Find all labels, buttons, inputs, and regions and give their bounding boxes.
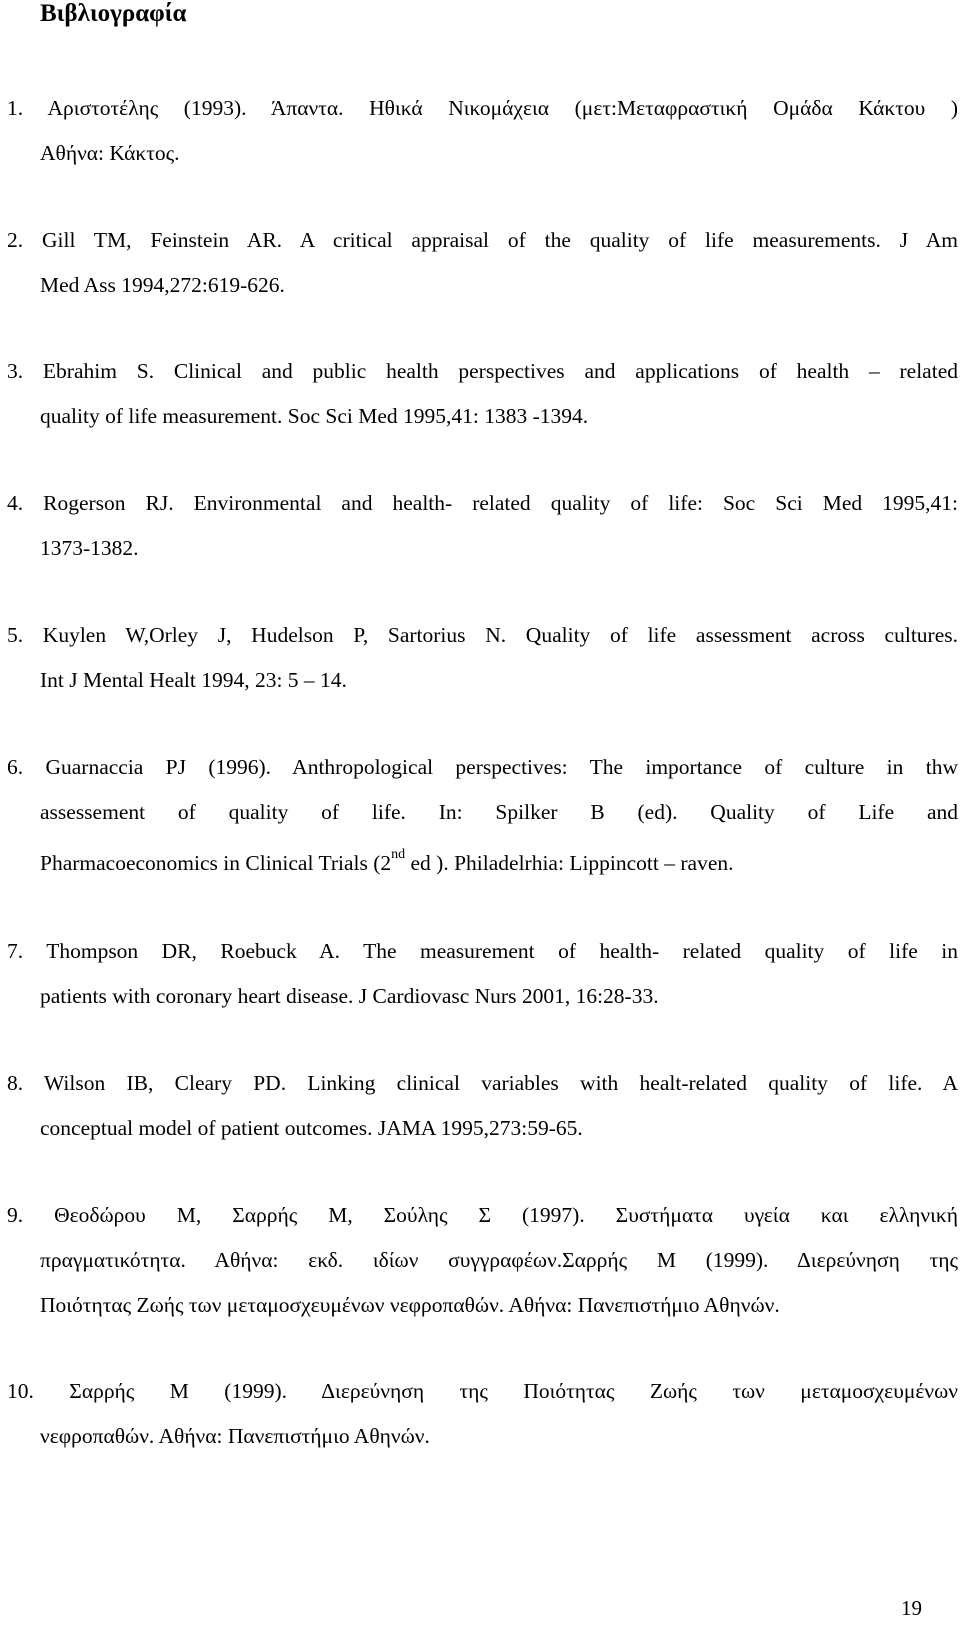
reference-line: πραγματικότητα. Αθήνα: εκδ. ιδίων συγγραφέων.Σαρρής Μ (1999). Διερεύνηση της <box>40 1248 958 1272</box>
reference-item-5 <box>7 613 958 703</box>
reference-item-8 <box>7 1061 958 1151</box>
reference-line: patients with coronary heart disease. J Cardiovasc Nurs 2001, 16:28-33. <box>40 984 659 1008</box>
reference-line: 5. Kuylen W,Orley J, Hudelson P, Sartorius N. Quality of life assessment across cultures. <box>7 623 958 647</box>
page-title: Βιβλιογραφία <box>40 0 187 27</box>
reference-item-7 <box>7 929 958 1019</box>
reference-line: Med Ass 1994,272:619-626. <box>40 273 285 297</box>
reference-line: conceptual model of patient outcomes. JAMA 1995,273:59-65. <box>40 1116 583 1140</box>
reference-line: Αθήνα: Κάκτος. <box>40 141 180 165</box>
reference-item-10 <box>7 1369 958 1459</box>
reference-line-text: Pharmacoeconomics in Clinical Trials (2 <box>40 851 392 875</box>
reference-item-2 <box>7 218 958 308</box>
reference-line: Ποιότητας Ζωής των μεταμοσχευμένων νεφροπαθών. Αθήνα: Πανεπιστήμιο Αθηνών. <box>40 1293 780 1317</box>
reference-line: assessement of quality of life. In: Spilker B (ed). Quality of Life and <box>40 800 958 824</box>
reference-item-1 <box>7 86 958 176</box>
reference-line: 8. Wilson IB, Cleary PD. Linking clinical variables with healt-related quality of life. A <box>7 1071 958 1095</box>
reference-item-3 <box>7 349 958 439</box>
reference-line: 1373-1382. <box>40 536 139 560</box>
reference-item-4 <box>7 481 958 571</box>
ordinal-superscript: nd <box>391 847 406 862</box>
reference-line: Int J Mental Healt 1994, 23: 5 – 14. <box>40 668 347 692</box>
reference-line <box>7 841 958 886</box>
reference-line: 7. Thompson DR, Roebuck A. The measurement of health- related quality of life in <box>7 939 958 963</box>
reference-line: 9. Θεοδώρου Μ, Σαρρής Μ, Σούλης Σ (1997). Συστήματα υγεία και ελληνική <box>7 1203 958 1227</box>
reference-line: 3. Ebrahim S. Clinical and public health perspectives and applications of health – related <box>7 359 958 383</box>
reference-item-9 <box>7 1193 958 1328</box>
reference-line-text: ed ). Philadelrhia: Lippincott – raven. <box>405 851 734 875</box>
reference-line: 1. Αριστοτέλης (1993). Άπαντα. Ηθικά Νικομάχεια (μετ:Μεταφραστική Ομάδα Κάκτου ) <box>7 96 958 120</box>
reference-line: 2. Gill TM, Feinstein AR. A critical appraisal of the quality of life measurements. J Am <box>7 228 958 252</box>
reference-line: 6. Guarnaccia PJ (1996). Anthropological perspectives: The importance of culture in thw <box>7 755 958 779</box>
reference-line: 4. Rogerson RJ. Environmental and health- related quality of life: Soc Sci Med 1995,41: <box>7 491 958 515</box>
reference-line: quality of life measurement. Soc Sci Med 1995,41: 1383 -1394. <box>40 404 589 428</box>
reference-item-6 <box>7 745 958 886</box>
page-number: 19 <box>901 1596 922 1620</box>
reference-line: νεφροπαθών. Αθήνα: Πανεπιστήμιο Αθηνών. <box>40 1424 430 1448</box>
reference-line: 10. Σαρρής Μ (1999). Διερεύνηση της Ποιότητας Ζωής των μεταμοσχευμένων <box>7 1379 958 1403</box>
